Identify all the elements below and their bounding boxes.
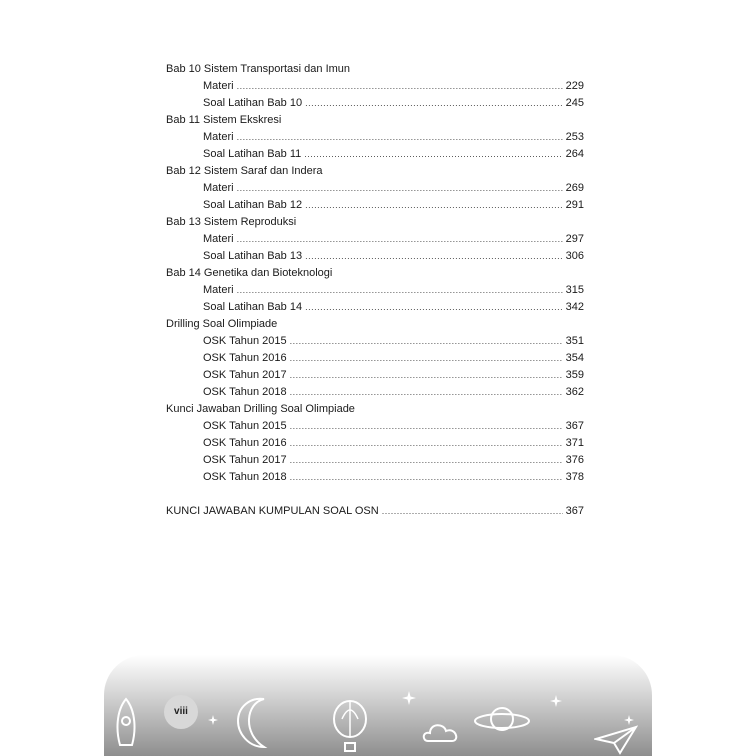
- toc-page-number: 297: [565, 233, 584, 245]
- toc-label: OSK Tahun 2018: [203, 386, 287, 398]
- toc-subentry: [203, 231, 584, 248]
- toc-label: Soal Latihan Bab 11: [203, 148, 302, 160]
- toc-label: Bab 11 Sistem Ekskresi: [166, 114, 282, 126]
- toc-subentry: [203, 129, 584, 146]
- toc-entry: [166, 112, 584, 129]
- star-icon: [208, 715, 218, 725]
- toc-subentry: [203, 350, 584, 367]
- toc-page-number: 378: [565, 471, 584, 483]
- toc-label: OSK Tahun 2018: [203, 471, 287, 483]
- dot-leader: [305, 197, 563, 214]
- toc-page-number: 351: [565, 335, 584, 347]
- page-number: viii: [164, 695, 198, 729]
- toc-label: OSK Tahun 2016: [203, 352, 287, 364]
- dot-leader: [305, 95, 563, 112]
- star-icon: [402, 691, 416, 705]
- dot-leader: [237, 282, 563, 299]
- dot-leader: [290, 333, 563, 350]
- toc-entry: [166, 316, 584, 333]
- dot-leader: [237, 78, 563, 95]
- toc-entry: [166, 163, 584, 180]
- toc-label: KUNCI JAWABAN KUMPULAN SOAL OSN: [166, 505, 379, 517]
- dot-leader: [290, 452, 563, 469]
- toc-page-number: 269: [565, 182, 584, 194]
- star-icon: [624, 715, 634, 725]
- toc-subentry: [203, 452, 584, 469]
- toc-page-number: 245: [565, 97, 584, 109]
- dot-leader: [237, 129, 563, 146]
- paper-plane-icon: [594, 725, 638, 755]
- dot-leader: [290, 367, 563, 384]
- toc-entry: [166, 265, 584, 282]
- dot-leader: [304, 146, 562, 163]
- toc-page-number: 342: [565, 301, 584, 313]
- toc-subentry: [203, 435, 584, 452]
- dot-leader: [305, 248, 563, 265]
- toc-page-number: 367: [565, 420, 584, 432]
- toc-label: Drilling Soal Olimpiade: [166, 318, 278, 330]
- dot-leader: [290, 435, 563, 452]
- cloud-icon: [422, 721, 462, 745]
- toc-page-number: 291: [565, 199, 584, 211]
- toc-entry: [166, 401, 584, 418]
- toc-page-number: 253: [565, 131, 584, 143]
- toc-subentry: [203, 146, 584, 163]
- toc-label: Materi: [203, 80, 234, 92]
- toc-page-number: 362: [565, 386, 584, 398]
- toc-label: OSK Tahun 2017: [203, 369, 287, 381]
- toc-page-number: 371: [565, 437, 584, 449]
- moon-icon: [234, 693, 284, 753]
- dot-leader: [290, 418, 563, 435]
- dot-leader: [237, 231, 563, 248]
- toc-page-number: 376: [565, 454, 584, 466]
- toc-subentry: [203, 333, 584, 350]
- toc-label: Soal Latihan Bab 10: [203, 97, 303, 109]
- toc-page-number: 359: [565, 369, 584, 381]
- toc-page-number: 367: [565, 505, 584, 517]
- dot-leader: [290, 469, 563, 486]
- toc-page-number: 229: [565, 80, 584, 92]
- toc-subentry: [203, 282, 584, 299]
- toc-label: Materi: [203, 131, 234, 143]
- toc-label: Bab 10 Sistem Transportasi dan Imun: [166, 63, 351, 75]
- toc-entry: [166, 61, 584, 78]
- toc-label: Bab 12 Sistem Saraf dan Indera: [166, 165, 323, 177]
- star-icon: [550, 695, 562, 707]
- dot-leader: [290, 350, 563, 367]
- dot-leader: [237, 180, 563, 197]
- toc-page-number: 354: [565, 352, 584, 364]
- toc-label: Soal Latihan Bab 13: [203, 250, 303, 262]
- toc-page-number: 306: [565, 250, 584, 262]
- toc-page-number: 315: [565, 284, 584, 296]
- toc-subentry: [203, 384, 584, 401]
- toc-subentry: [203, 248, 584, 265]
- toc-page-number: 264: [565, 148, 584, 160]
- rocket-icon: [108, 695, 144, 755]
- toc-label: Materi: [203, 233, 234, 245]
- toc-label: Materi: [203, 284, 234, 296]
- toc-subentry: [203, 197, 584, 214]
- toc-subentry: [203, 78, 584, 95]
- hot-air-balloon-icon: [330, 699, 370, 756]
- toc-label: OSK Tahun 2015: [203, 420, 287, 432]
- dot-leader: [382, 503, 563, 520]
- decorative-footer: [104, 655, 652, 756]
- dot-leader: [305, 299, 563, 316]
- toc-label: OSK Tahun 2017: [203, 454, 287, 466]
- dot-leader: [290, 384, 563, 401]
- toc-label: Materi: [203, 182, 234, 194]
- toc-subentry: [203, 180, 584, 197]
- toc-entry: [166, 503, 584, 520]
- toc-subentry: [203, 299, 584, 316]
- toc-label: Bab 13 Sistem Reproduksi: [166, 216, 297, 228]
- toc-subentry: [203, 469, 584, 486]
- toc-label: Kunci Jawaban Drilling Soal Olimpiade: [166, 403, 355, 415]
- toc-label: Soal Latihan Bab 12: [203, 199, 303, 211]
- toc-subentry: [203, 418, 584, 435]
- toc-subentry: [203, 367, 584, 384]
- toc-subentry: [203, 95, 584, 112]
- toc-label: Soal Latihan Bab 14: [203, 301, 303, 313]
- toc-label: OSK Tahun 2015: [203, 335, 287, 347]
- toc-entry: [166, 214, 584, 231]
- toc-label: OSK Tahun 2016: [203, 437, 287, 449]
- planet-icon: [472, 699, 532, 739]
- toc-label: Bab 14 Genetika dan Bioteknologi: [166, 267, 333, 279]
